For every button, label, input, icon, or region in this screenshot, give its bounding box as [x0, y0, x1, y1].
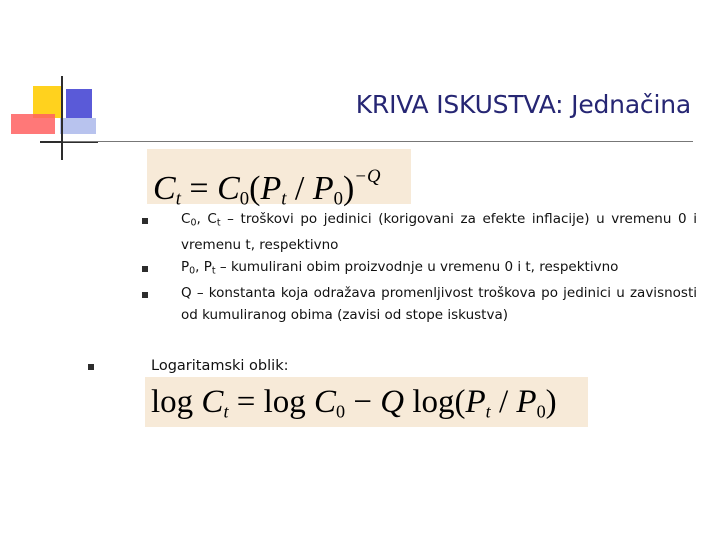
title-divider: [63, 141, 693, 142]
bullet-square: [142, 266, 148, 272]
log-form-label: Logaritamski oblik:: [151, 358, 289, 374]
list-item: $P_0$, $P_t$ – kumulirani obim proizvodnje u vremenu 0 i t, respektivno: [181, 259, 619, 277]
logo-blue-block: [66, 89, 92, 119]
bullet-square: [142, 218, 148, 224]
logo-red-block: [11, 114, 55, 134]
list-item: $C_0$, $C_t$ – troškovi po jedinici (korigovani za efekte inflacije) u vremenu 0 i vremenu t, respektivno: [181, 211, 697, 254]
logo-lightblue-block: [60, 118, 96, 134]
slide-title: KRIVA ISKUSTVA: Jednačina: [355, 90, 691, 119]
log-formula: $\log C_t = \log C_0 - Q$ $\log(P_t / P_0)$: [145, 377, 588, 427]
list-item: Q – konstanta koja odražava promenljivost troškova po jedinici u zavisnosti od kumuliranog obima (zavisi od stope iskustva): [181, 285, 697, 323]
bullet-square: [142, 292, 148, 298]
main-formula: $C_t = C_0(P_t / P_0)^{-Q}$: [147, 149, 411, 204]
bullet-square: [88, 364, 94, 370]
logo-vertical-line: [61, 76, 63, 160]
